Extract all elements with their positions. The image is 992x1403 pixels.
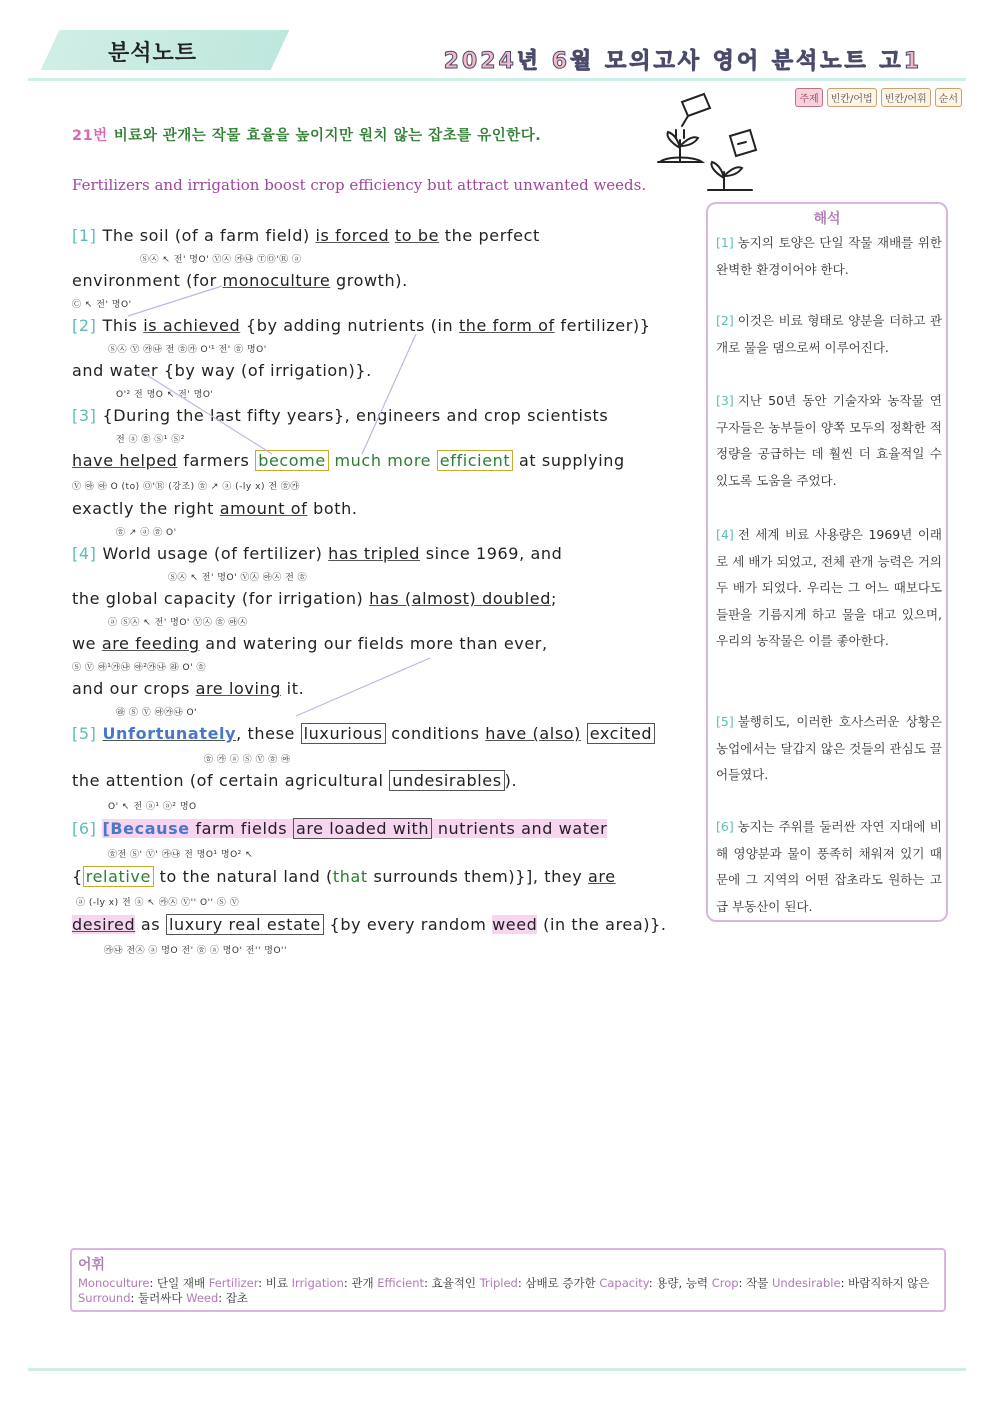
header-tag: 분석노트 [108, 41, 198, 66]
vocab-term: Monoculture [78, 1276, 150, 1290]
sentence-text: efficient [437, 450, 513, 471]
sentence-text: relative [83, 866, 154, 887]
sentence-text: luxurious [301, 723, 386, 744]
sentence-text: luxury real estate [166, 914, 324, 935]
sentence-text: the perfect [444, 226, 540, 245]
sentence-text: it. [286, 679, 305, 698]
sentence-text: { [72, 867, 83, 886]
sentence-text: {by adding nutrients (in [245, 316, 454, 335]
footer-divider [28, 1368, 966, 1371]
sentence-text: and watering our fields more than ever, [205, 634, 548, 653]
sentence-adverb: Unfortunately [102, 724, 237, 743]
sentence-text: This [102, 316, 138, 335]
vocab-meaning: 효율적인 [431, 1276, 477, 1290]
sentence-text: since 1969, and [425, 544, 563, 563]
chip-blank-vocab: 빈칸/어휘 [881, 88, 931, 107]
sentence-verb: have helped [72, 451, 178, 470]
sentence-text: surrounds them)}], they [373, 867, 583, 886]
vocab-term: Irrigation [291, 1276, 344, 1290]
chip-order: 순서 [935, 88, 962, 107]
vocab-term: Weed [186, 1291, 219, 1305]
sentence-text: farm fields [195, 819, 288, 838]
translation-item [716, 814, 942, 920]
sentence-text: to the natural land ( [159, 867, 333, 886]
sentence-text: ; [550, 589, 557, 608]
translation-number: [6] [716, 819, 734, 834]
sentence-number: [6] [72, 819, 97, 838]
translation-item [716, 230, 942, 283]
translation-item [716, 709, 942, 789]
sentence-text: weed [492, 915, 538, 934]
vocab-meaning: 바람직하지 않은 [848, 1276, 930, 1290]
sentence-text: {by every random [329, 915, 487, 934]
grammar-marks: 전 ⓐ ㉭ Ⓢ¹ Ⓢ² [116, 435, 185, 445]
translation-number: [4] [716, 527, 734, 542]
sentence-text: much more [334, 451, 432, 470]
vocabulary-title: 어휘 [78, 1257, 106, 1273]
sentence-verb: are [588, 867, 616, 886]
sentence-verb: desired [72, 915, 136, 934]
sentence-text: and water {by way (of irrigation)}. [72, 361, 372, 380]
grammar-marks: Ⓢ㉦ Ⓥ ㉮㉯ 전 ㉭㉮ O'¹ 전' ㉭ 명O' [108, 345, 267, 355]
sentence-text: nutrients and water [437, 819, 608, 838]
sentence-number: [2] [72, 316, 97, 335]
sentence-text: and our crops [72, 679, 190, 698]
sentence-verb: has tripled [328, 544, 421, 563]
vocabulary-panel [70, 1248, 946, 1312]
grammar-marks: ㉱ Ⓢ Ⓥ ㉵㉮㉯ O' [116, 708, 198, 718]
vocab-term: Crop [711, 1276, 739, 1290]
page-title: 2024년 6월 모의고사 영어 분석노트 고1 [443, 49, 922, 74]
vocab-meaning: 작물 [746, 1276, 769, 1290]
sentence-text: environment (for [72, 271, 217, 290]
sentence-text: farmers [183, 451, 250, 470]
vocab-term: Tripled [479, 1276, 518, 1290]
vocab-term: Capacity [599, 1276, 649, 1290]
sentence-verb: has (almost) doubled [369, 589, 551, 608]
topic-korean: 비료와 관개는 작물 효율을 높이지만 원치 않는 잡초를 유인한다. [113, 128, 542, 144]
chip-blank-grammar: 빈칸/어법 [827, 88, 877, 107]
vocab-term: Fertilizer [208, 1276, 259, 1290]
grammar-marks: ⓐ Ⓢ㉦ ↖ 전' 명O' Ⓥ㉦ ㉭ ㉵㉦ [108, 618, 248, 628]
sentence-text: the attention (of certain agricultural [72, 771, 384, 790]
grammar-marks: ㉭ ㉮ ⓐ Ⓢ Ⓥ ㉭ ㉵ [204, 755, 291, 765]
sentence-number: [5] [72, 724, 97, 743]
translation-panel [706, 202, 948, 922]
sentence-verb: are loaded with [293, 818, 432, 839]
topic-english: Fertilizers and irrigation boost crop efficiency but attract unwanted weeds. [72, 176, 647, 194]
sentence-text: World usage (of fertilizer) [102, 544, 323, 563]
sentence-text: as [140, 915, 161, 934]
sentence-text: to be [394, 226, 440, 245]
translation-number: [2] [716, 313, 734, 328]
grammar-marks: Ⓢ㉦ ↖ 전' 명O' Ⓥ㉦ ㉵㉦ 전 ㉭ [168, 573, 308, 583]
vocab-meaning: 잡초 [225, 1291, 249, 1305]
sentence-text: ). [504, 771, 518, 790]
sentence-text: exactly the right [72, 499, 215, 518]
translation-text: 불행히도, 이러한 호사스러운 상황은 농업에서는 달갑지 않은 것들의 관심도 끌어들였다. [716, 714, 942, 782]
grammar-marks: ㉭전 Ⓢ' Ⓥ' ㉮㉯ 전 명O¹ 명O² ↖ [108, 850, 254, 860]
translation-item [716, 308, 942, 361]
vocab-term: Efficient [377, 1276, 425, 1290]
translation-text: 농지는 주위를 둘러싼 자연 지대에 비해 영양분과 물이 풍족히 채워져 있기 때문에 그 지역의 어떤 잡초라도 원하는 고급 부동산이 된다. [716, 819, 942, 914]
translation-item [716, 522, 942, 655]
sentence-text: the global capacity (for irrigation) [72, 589, 364, 608]
grammar-marks: Ⓥ ㉵ ㉵ O (to) Ⓞ'Ⓡ (강조) ㉭ ↗ ⓐ (-ly x) 전 ㉭㉮ [72, 482, 300, 492]
sentence-conjunction: [Because [102, 819, 190, 838]
vocabulary-list: Monoculture: 단일 재배 Fertilizer: 비료 Irrigation: 관개 Efficient: 효율적인 Tripled: 삼배로 증가한 Capacity: 용량, 능력 Crop: 작물 Undesirable: 바람직하지 않은 Surround: 둘러싸다 Weed: 잡초 [78, 1276, 930, 1305]
vocab-term: Undesirable [771, 1276, 841, 1290]
translation-text: 이것은 비료 형태로 양분을 더하고 관개로 물을 댐으로써 이루어진다. [716, 313, 942, 355]
sentence-verb: have (also) [485, 724, 582, 743]
sentence-text: we [72, 634, 97, 653]
sentence-number: [1] [72, 226, 97, 245]
grammar-marks: Ⓢ Ⓥ ㉵¹㉮㉯ ㉵²㉮㉯ ㉱ O' ㉭ [72, 663, 206, 673]
sentence-verb: excited [587, 723, 655, 744]
grammar-marks: O' ↖ 전 ⓐ¹ ⓐ² 명O [108, 802, 197, 812]
translation-text: 지난 50년 동안 기술자와 농작물 연구자들은 농부들이 양쪽 모두의 정확한 적정량을 공급하는 데 훨씬 더 효율적일 수 있도록 도움을 주었다. [716, 393, 942, 488]
sentence-text: become [255, 450, 329, 471]
vocab-term: Surround [78, 1291, 131, 1305]
grammar-marks: ㉮㉯ 전㉦ ⓐ 명O 전' ㉭ ⓐ 명O' 전'' 명O'' [104, 946, 288, 956]
vocab-meaning: 단일 재배 [156, 1276, 206, 1290]
sentence-verb: is forced [315, 226, 390, 245]
sentence-text: (in the area)}. [543, 915, 667, 934]
grammar-marks: ㉭ ↗ ⓐ ㉭ O' [116, 528, 177, 538]
sentence-verb: are loving [195, 679, 281, 698]
sentence-verb: are feeding [101, 634, 200, 653]
sentence-verb: is achieved [143, 316, 241, 335]
sentence-relative: that [332, 867, 368, 886]
sentence-text: , these [236, 724, 295, 743]
vocab-meaning: 비료 [265, 1276, 288, 1290]
sentence-text: The soil (of a farm field) [102, 226, 310, 245]
sentence-text: at supplying [518, 451, 625, 470]
translation-number: [5] [716, 714, 734, 729]
translation-item [716, 388, 942, 494]
grammar-marks: O'² 전 명O ↖ 전' 명O' [116, 390, 214, 400]
translation-number: [3] [716, 393, 734, 408]
sentence-text: undesirables [389, 770, 504, 791]
vocab-meaning: 삼배로 증가한 [525, 1276, 596, 1290]
grammar-marks: Ⓒ ↖ 전' 명O' [72, 300, 132, 310]
translation-number: [1] [716, 235, 734, 250]
sentence-text: the form of [458, 316, 555, 335]
sentence-text: amount of [219, 499, 308, 518]
sentence-text: monoculture [222, 271, 331, 290]
grammar-marks: ⓐ (-ly x) 전 ⓐ ↖ ㉸㉦ Ⓥ'' O'' Ⓢ Ⓥ [76, 898, 240, 908]
translation-text: 농지의 토양은 단일 작물 재배를 위한 완벽한 환경이어야 한다. [716, 235, 942, 277]
sentence-text: fertilizer)} [560, 316, 651, 335]
sentence-number: [4] [72, 544, 97, 563]
grammar-marks: Ⓢ㉦ ↖ 전' 명O' Ⓥ㉦ ㉮㉯ ⓉⓄ'Ⓡ ⓐ [140, 255, 302, 265]
vocab-meaning: 둘러싸다 [138, 1291, 183, 1305]
sentence-text: conditions [391, 724, 480, 743]
vocab-meaning: 용량, 능력 [656, 1276, 709, 1290]
vocab-meaning: 관개 [351, 1276, 374, 1290]
sentence-text: growth). [335, 271, 408, 290]
translation-title: 해석 [813, 211, 841, 227]
chip-topic: 주제 [795, 88, 822, 107]
question-number: 21번 [72, 128, 108, 144]
sentence-text: {During the last fifty years}, engineers and crop scientists [102, 406, 609, 425]
sentence-text: both. [313, 499, 358, 518]
translation-text: 전 세계 비료 사용량은 1969년 이래로 세 배가 되었고, 전체 관개 능력은 거의 두 배가 되었다. 우리는 그 어느 때보다도 들판을 기름지게 하고 물을 대고 있으며, 우리의 농작물은 이를 좋아한다. [716, 527, 942, 648]
sentence-number: [3] [72, 406, 97, 425]
